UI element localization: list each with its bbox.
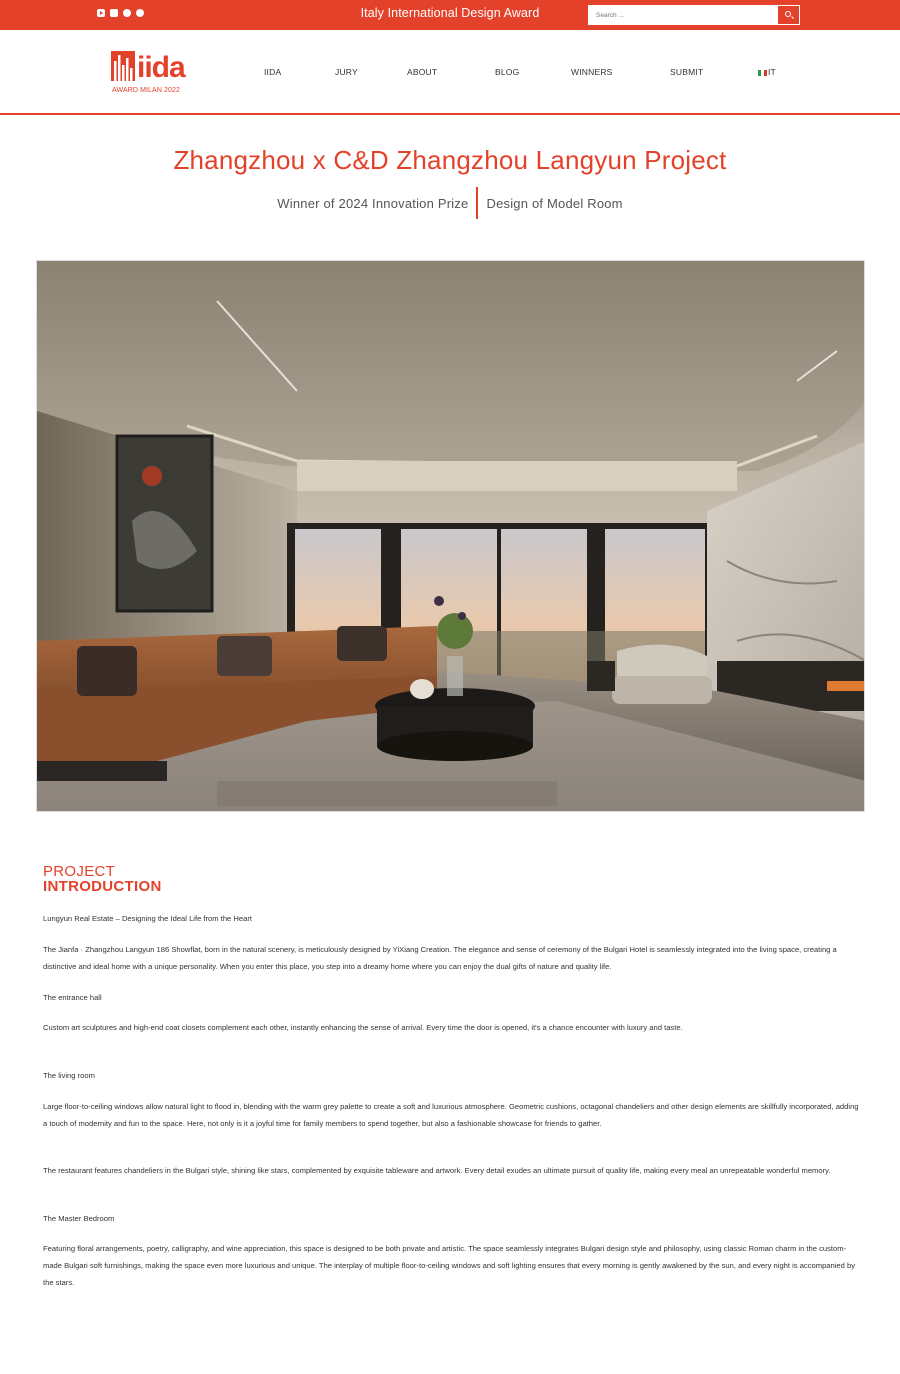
nav-item-language[interactable] — [758, 67, 776, 77]
site-title: Italy International Design Award — [360, 6, 540, 20]
category-label: Design of Model Room — [486, 195, 623, 211]
nav-item-blog[interactable]: BLOG — [495, 67, 520, 77]
project-photo — [36, 260, 865, 812]
main-header — [0, 30, 900, 115]
search-button[interactable] — [778, 6, 799, 24]
intro-paragraph: The Jianfa · Zhangzhou Langyun 186 Showflat, born in the natural scenery, is meticulously designed by YiXiang Creation. The elegance and sense of ceremony of the Bulgari Hotel is seamlessly integrated into the living space, creating a distinctive and ideal home with a unique personality. When you enter this place, you step into a dreamy home where you can enjoy the dual gifts of nature and quality life. — [43, 945, 837, 971]
logo-mark-icon — [111, 51, 135, 81]
project-meta — [0, 187, 900, 219]
iida-logo[interactable] — [111, 48, 201, 98]
search-icon — [785, 11, 791, 17]
language-label: IT — [768, 67, 776, 77]
section-heading-living-room: The living room — [43, 1071, 95, 1080]
intro-heading-top: PROJECT — [43, 863, 116, 880]
award-label: Winner of 2024 Innovation Prize — [277, 195, 469, 211]
nav-item-winners[interactable]: WINNERS — [571, 67, 613, 77]
page-title: Zhangzhou x C&D Zhangzhou Langyun Project — [173, 145, 727, 175]
intro-paragraph: Lungyun Real Estate – Designing the Ideal Life from the Heart — [43, 914, 252, 923]
nav-item-iida[interactable]: IIDA — [264, 67, 282, 77]
intro-paragraph: Custom art sculptures and high-end coat closets complement each other, instantly enhancing the sense of arrival. Every time the door is opened, it's a chance encounter with luxury and taste. — [43, 1023, 683, 1032]
logo-subtitle: AWARD MILAN 2022 — [112, 87, 180, 94]
logo-word: iida — [137, 51, 185, 84]
nav-item-about[interactable]: ABOUT — [407, 67, 438, 77]
nav-item-jury[interactable]: JURY — [335, 67, 358, 77]
italy-flag-icon — [758, 70, 767, 76]
intro-paragraph: Featuring floral arrangements, poetry, calligraphy, and wine appreciation, this space is designed to be both private and artistic. The space seamlessly integrates Bulgari design style and philosophy, using classic Roman charm in the custom-made Bulgari soft furnishings, making the space even more luxurious and unique. The interplay of multiple floor-to-ceiling windows and soft lighting ensures that every morning is gently awakened by the sun, and every night is accompanied by the stars. — [43, 1244, 855, 1287]
search-form — [588, 5, 800, 25]
intro-paragraph: The restaurant features chandeliers in the Bulgari style, shining like stars, complemented by exquisite tableware and artwork. Every detail exudes an ultimate pursuit of quality life, making every meal an unrepeatable wonderful memory. — [43, 1166, 831, 1175]
section-heading-master-bedroom: The Master Bedroom — [43, 1214, 115, 1223]
intro-heading-bottom: INTRODUCTION — [43, 878, 162, 895]
intro-paragraph: Large floor-to-ceiling windows allow natural light to flood in, blending with the warm grey palette to create a soft and luxurious atmosphere. Geometric cushions, octagonal chandeliers and other design elements are skillfully incorporated, adding a touch of modernity and fun to the space. Here, not only is it a joyful time for family members to spend together, but also a fashionable showcase for friends to gather. — [43, 1102, 859, 1128]
top-bar — [0, 0, 900, 30]
search-input[interactable] — [589, 6, 778, 24]
section-heading-entrance: The entrance hall — [43, 993, 102, 1002]
nav-item-submit[interactable]: SUBMIT — [670, 67, 704, 77]
